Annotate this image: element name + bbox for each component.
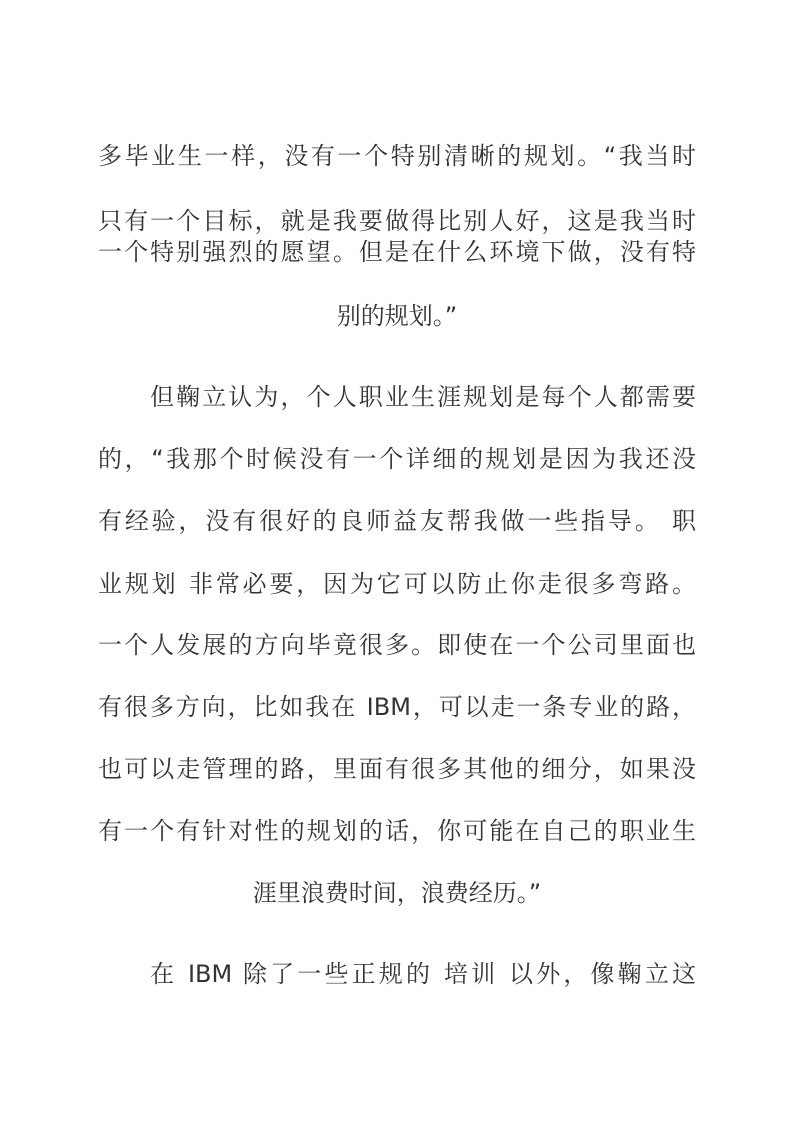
text-line: 多毕业生一样，没有一个特别清晰的规划。“我当时: [98, 142, 696, 170]
text-line: 的，“我那个时候没有一个详细的规划是因为我还没: [98, 445, 696, 473]
text-line: 业规划 非常必要，因为它可以防止你走很多弯路。: [98, 570, 696, 598]
text-line: 也可以走管理的路，里面有很多其他的细分，如果没: [98, 755, 696, 783]
text-line: 有一个有针对性的规划的话，你可能在自己的职业生: [98, 817, 696, 845]
text-line: 涯里浪费时间，浪费经历。”: [252, 879, 542, 907]
text-line: 一个人发展的方向毕竟很多。即使在一个公司里面也: [98, 631, 696, 659]
text-line: 只有一个目标，就是我要做得比别人好，这是我当时: [98, 207, 696, 235]
text-line: 但鞠立认为，个人职业生涯规划是每个人都需要: [150, 383, 696, 411]
text-line: 别的规划。”: [336, 302, 458, 330]
text-line: 在 IBM 除了一些正规的 培训 以外，像鞠立这: [150, 960, 696, 988]
text-line: 一个特别强烈的愿望。但是在什么环境下做，没有特: [98, 238, 696, 266]
text-line: 有很多方向，比如我在 IBM，可以走一条专业的路，: [98, 693, 696, 721]
text-line: 有经验，没有很好的良师益友帮我做一些指导。 职: [98, 507, 696, 535]
